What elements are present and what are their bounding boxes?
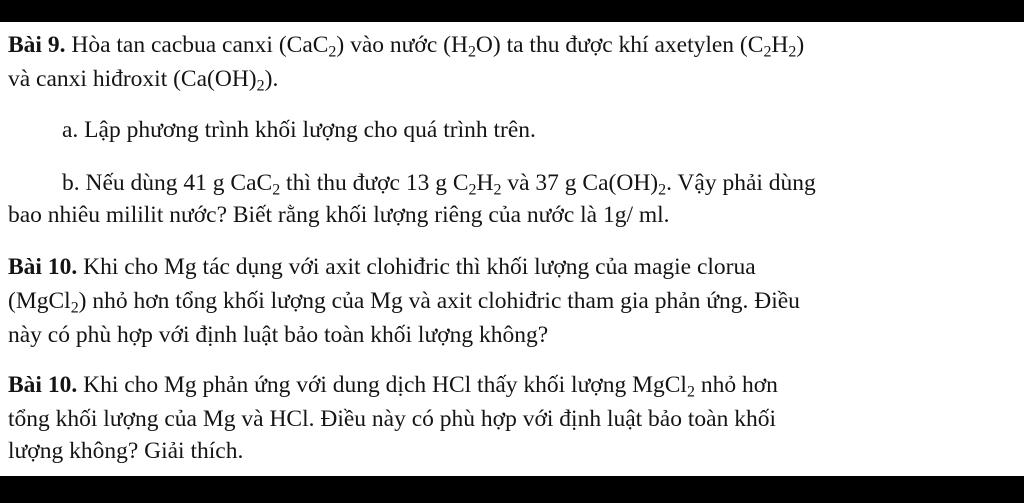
problem9-part-a: a. Lập phương trình khối lượng cho quá trình trên. — [62, 117, 536, 143]
problem9-line2: và canxi hiđroxit $(Ca(OH)_2)$. — [8, 66, 279, 95]
problem10a-line2: (MgCl$_2$) nhỏ hơn tổng khối lượng của Mg và axit clohiđric tham gia phản ứng. Điều — [8, 288, 800, 317]
problem9-label: Bài 9. — [8, 32, 66, 58]
problem10a-line1: Bài 10. Khi cho Mg tác dụng với axit clohiđric thì khối lượng của magie clorua — [8, 254, 756, 280]
problem10b-line3: lượng không? Giải thích. — [8, 438, 244, 464]
problem9-line1: Bài 9. Hòa tan cacbua canxi (CaC$_2$) vào nước $(H_2O)$ ta thu được khí axetylen $(C_2H_2)$ — [8, 32, 805, 61]
problem10a-label: Bài 10. — [8, 254, 78, 280]
problem10b-line2: tổng khối lượng của Mg và HCl. Điều này có phù hợp với định luật bảo toàn khối — [8, 406, 776, 432]
document-page — [0, 22, 1024, 476]
problem9-part-b-line2: bao nhiêu mililit nước? Biết rằng khối lượng riêng của nước là 1g/ ml. — [8, 202, 670, 228]
problem10b-label: Bài 10. — [8, 372, 78, 398]
top-black-border — [0, 0, 1024, 22]
problem10a-line3: này có phù hợp với định luật bảo toàn khối lượng không? — [8, 322, 549, 348]
problem9-part-b-line1: b. Nếu dùng 41 g CaC$_2$ thì thu được 13 g $C_2H_2$ và 37 g $Ca(OH)_2$. Vậy phải dùng — [62, 170, 816, 199]
bottom-black-border — [0, 476, 1024, 503]
problem10b-line1: Bài 10. Khi cho Mg phản ứng với dung dịch HCl thấy khối lượng MgCl$_2$ nhỏ hơn — [8, 372, 778, 401]
